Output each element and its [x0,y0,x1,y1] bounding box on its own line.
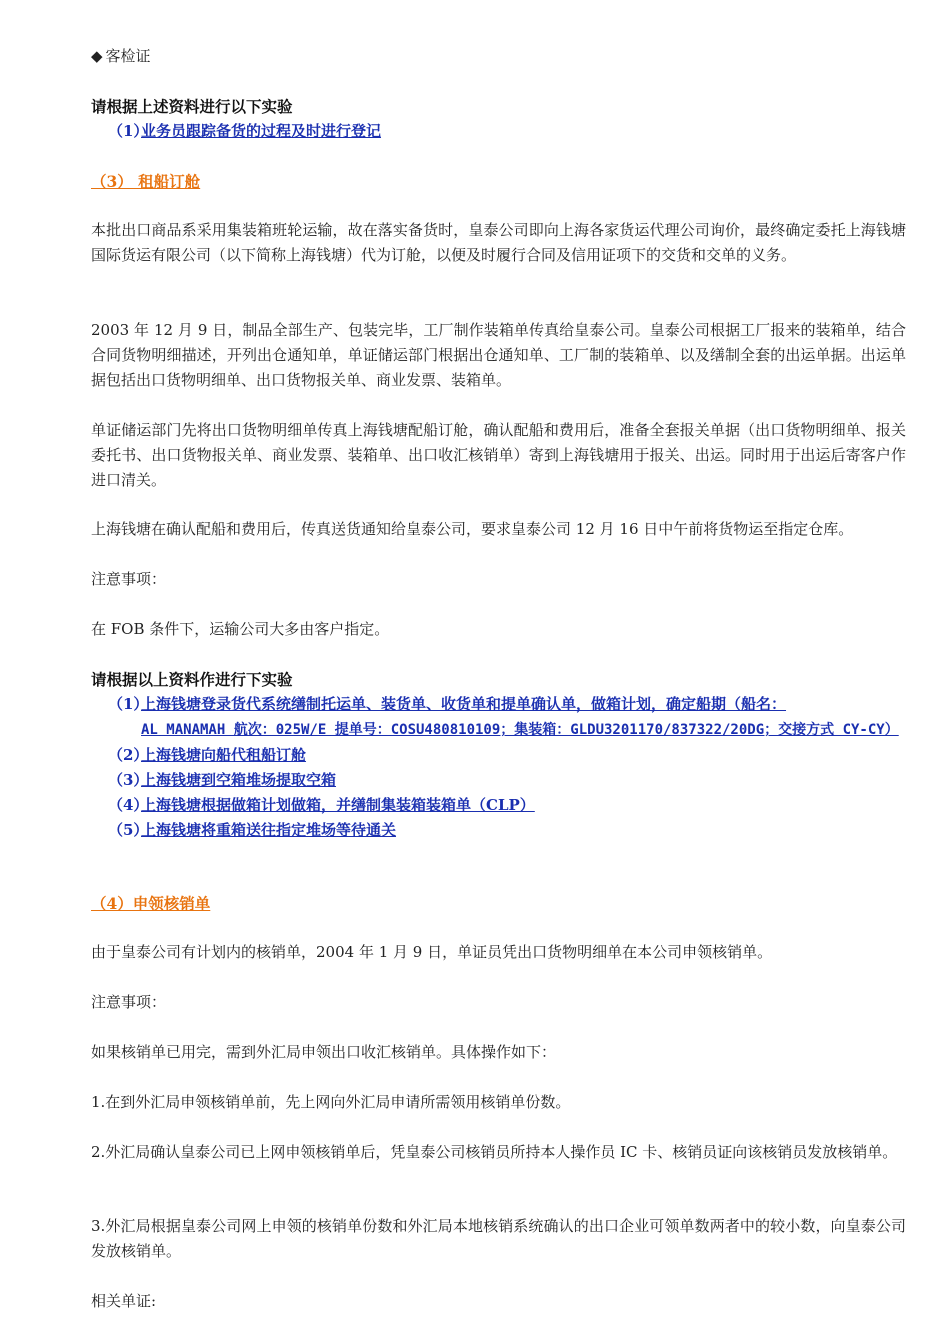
task-link[interactable]: 上海钱塘向船代租船订舱 [141,746,307,764]
top-item [91,44,906,69]
section1-heading: 请根据上述资料进行以下实验 [91,97,293,116]
list-item [108,743,906,768]
charter-paragraph-1: 本批出口商品系采用集装箱班轮运输，故在落实备货时，皇泰公司即向上海各家货运代理公司询价，最终确定委托上海钱塘国际货运有限公司（以下简称上海钱塘）代为订舱，以便及时履行合同及信用证项下的交货和交单的义务。 [91,221,906,264]
list-item [108,768,906,793]
list-item [108,692,906,743]
list-item-number: （1） [108,695,149,713]
verify-paragraph-2: 如果核销单已用完，需到外汇局申领出口收汇核销单。具体操作如下： [91,1043,557,1061]
diamond-bullet-icon: ◆ [91,47,103,65]
verify-step-2: 2.外汇局确认皇泰公司已上网申领核销单后，凭皇泰公司核销员所持本人操作员 IC 卡、核销员证向该核销员发放核销单。 [91,1143,898,1161]
task-link[interactable]: 上海钱塘将重箱送往指定堆场等待通关 [141,821,397,839]
list-item-number: （2） [108,746,149,764]
list-item-number: （5） [108,821,149,839]
list-item-number: （3） [108,771,149,789]
charter-paragraph-2: 2003 年 12 月 9 日，制品全部生产、包装完毕，工厂制作装箱单传真给皇泰公司。皇泰公司根据工厂报来的装箱单，结合合同货物明细描述，开列出仓通知单，单证储运部门根据出仓通知单、工厂制的装箱单、以及缮制全套的出运单据。出运单据包括出口货物明细单、出口货物报关单、商业发票、装箱单。 [91,321,906,389]
task-link-text: 上海钱塘登录货代系统缮制托运单、装货单、收货单和提单确认单，做箱计划，确定船期（船名： [141,695,787,713]
list-item [108,119,906,144]
task-link[interactable]: 上海钱塘到空箱堆场提取空箱 [141,771,337,789]
charter-paragraph-3: 单证储运部门先将出口货物明细单传真上海钱塘配船订舱，确认配船和费用后，准备全套报关单据（出口货物明细单、报关委托书、出口货物报关单、商业发票、装箱单、出口收汇核销单）寄到上海钱塘用于报关、出运。同时用于出运后寄客户作进口清关。 [91,421,906,489]
charter-note-label: 注意事项： [91,570,167,588]
section2-heading: 请根据以上资料作进行下实验 [91,670,293,689]
list-item-number: （4） [108,796,149,814]
verify-heading: （4）申领核销单 [91,894,211,913]
verify-step-3: 3.外汇局根据皇泰公司网上申领的核销单份数和外汇局本地核销系统确认的出口企业可领单数两者中的较小数，向皇泰公司发放核销单。 [91,1217,906,1260]
charter-note: 在 FOB 条件下，运输公司大多由客户指定。 [91,620,390,638]
list-item-number: （1） [108,122,149,140]
section1-link-list [108,119,906,144]
charter-heading: （3） 租船订舱 [91,172,201,191]
task-link[interactable] [141,695,899,738]
top-item-text: 客检证 [105,47,151,65]
task-link-details: AL MANAMAH 航次：025W/E 提单号：COSU480810109；集装箱：GLDU3201170/837322/20DG；交接方式 CY-CY） [141,722,899,738]
task-link[interactable]: 上海钱塘根据做箱计划做箱，并缮制集装箱装箱单（CLP） [141,796,535,814]
verify-paragraph-1: 由于皇泰公司有计划内的核销单，2004 年 1 月 9 日，单证员凭出口货物明细单在本公司申领核销单。 [91,943,773,961]
list-item [108,793,906,818]
task-link[interactable]: 业务员跟踪备货的过程及时进行登记 [141,122,382,140]
list-item [108,818,906,843]
related-docs-label: 相关单证: [91,1292,157,1310]
verify-step-1: 1.在到外汇局申领核销单前，先上网向外汇局申请所需领用核销单份数。 [91,1093,571,1111]
charter-paragraph-4: 上海钱塘在确认配船和费用后，传真送货通知给皇泰公司，要求皇泰公司 12 月 16 日中午前将货物运至指定仓库。 [91,520,854,538]
section2-link-list [108,692,906,843]
verify-note-label: 注意事项： [91,993,167,1011]
